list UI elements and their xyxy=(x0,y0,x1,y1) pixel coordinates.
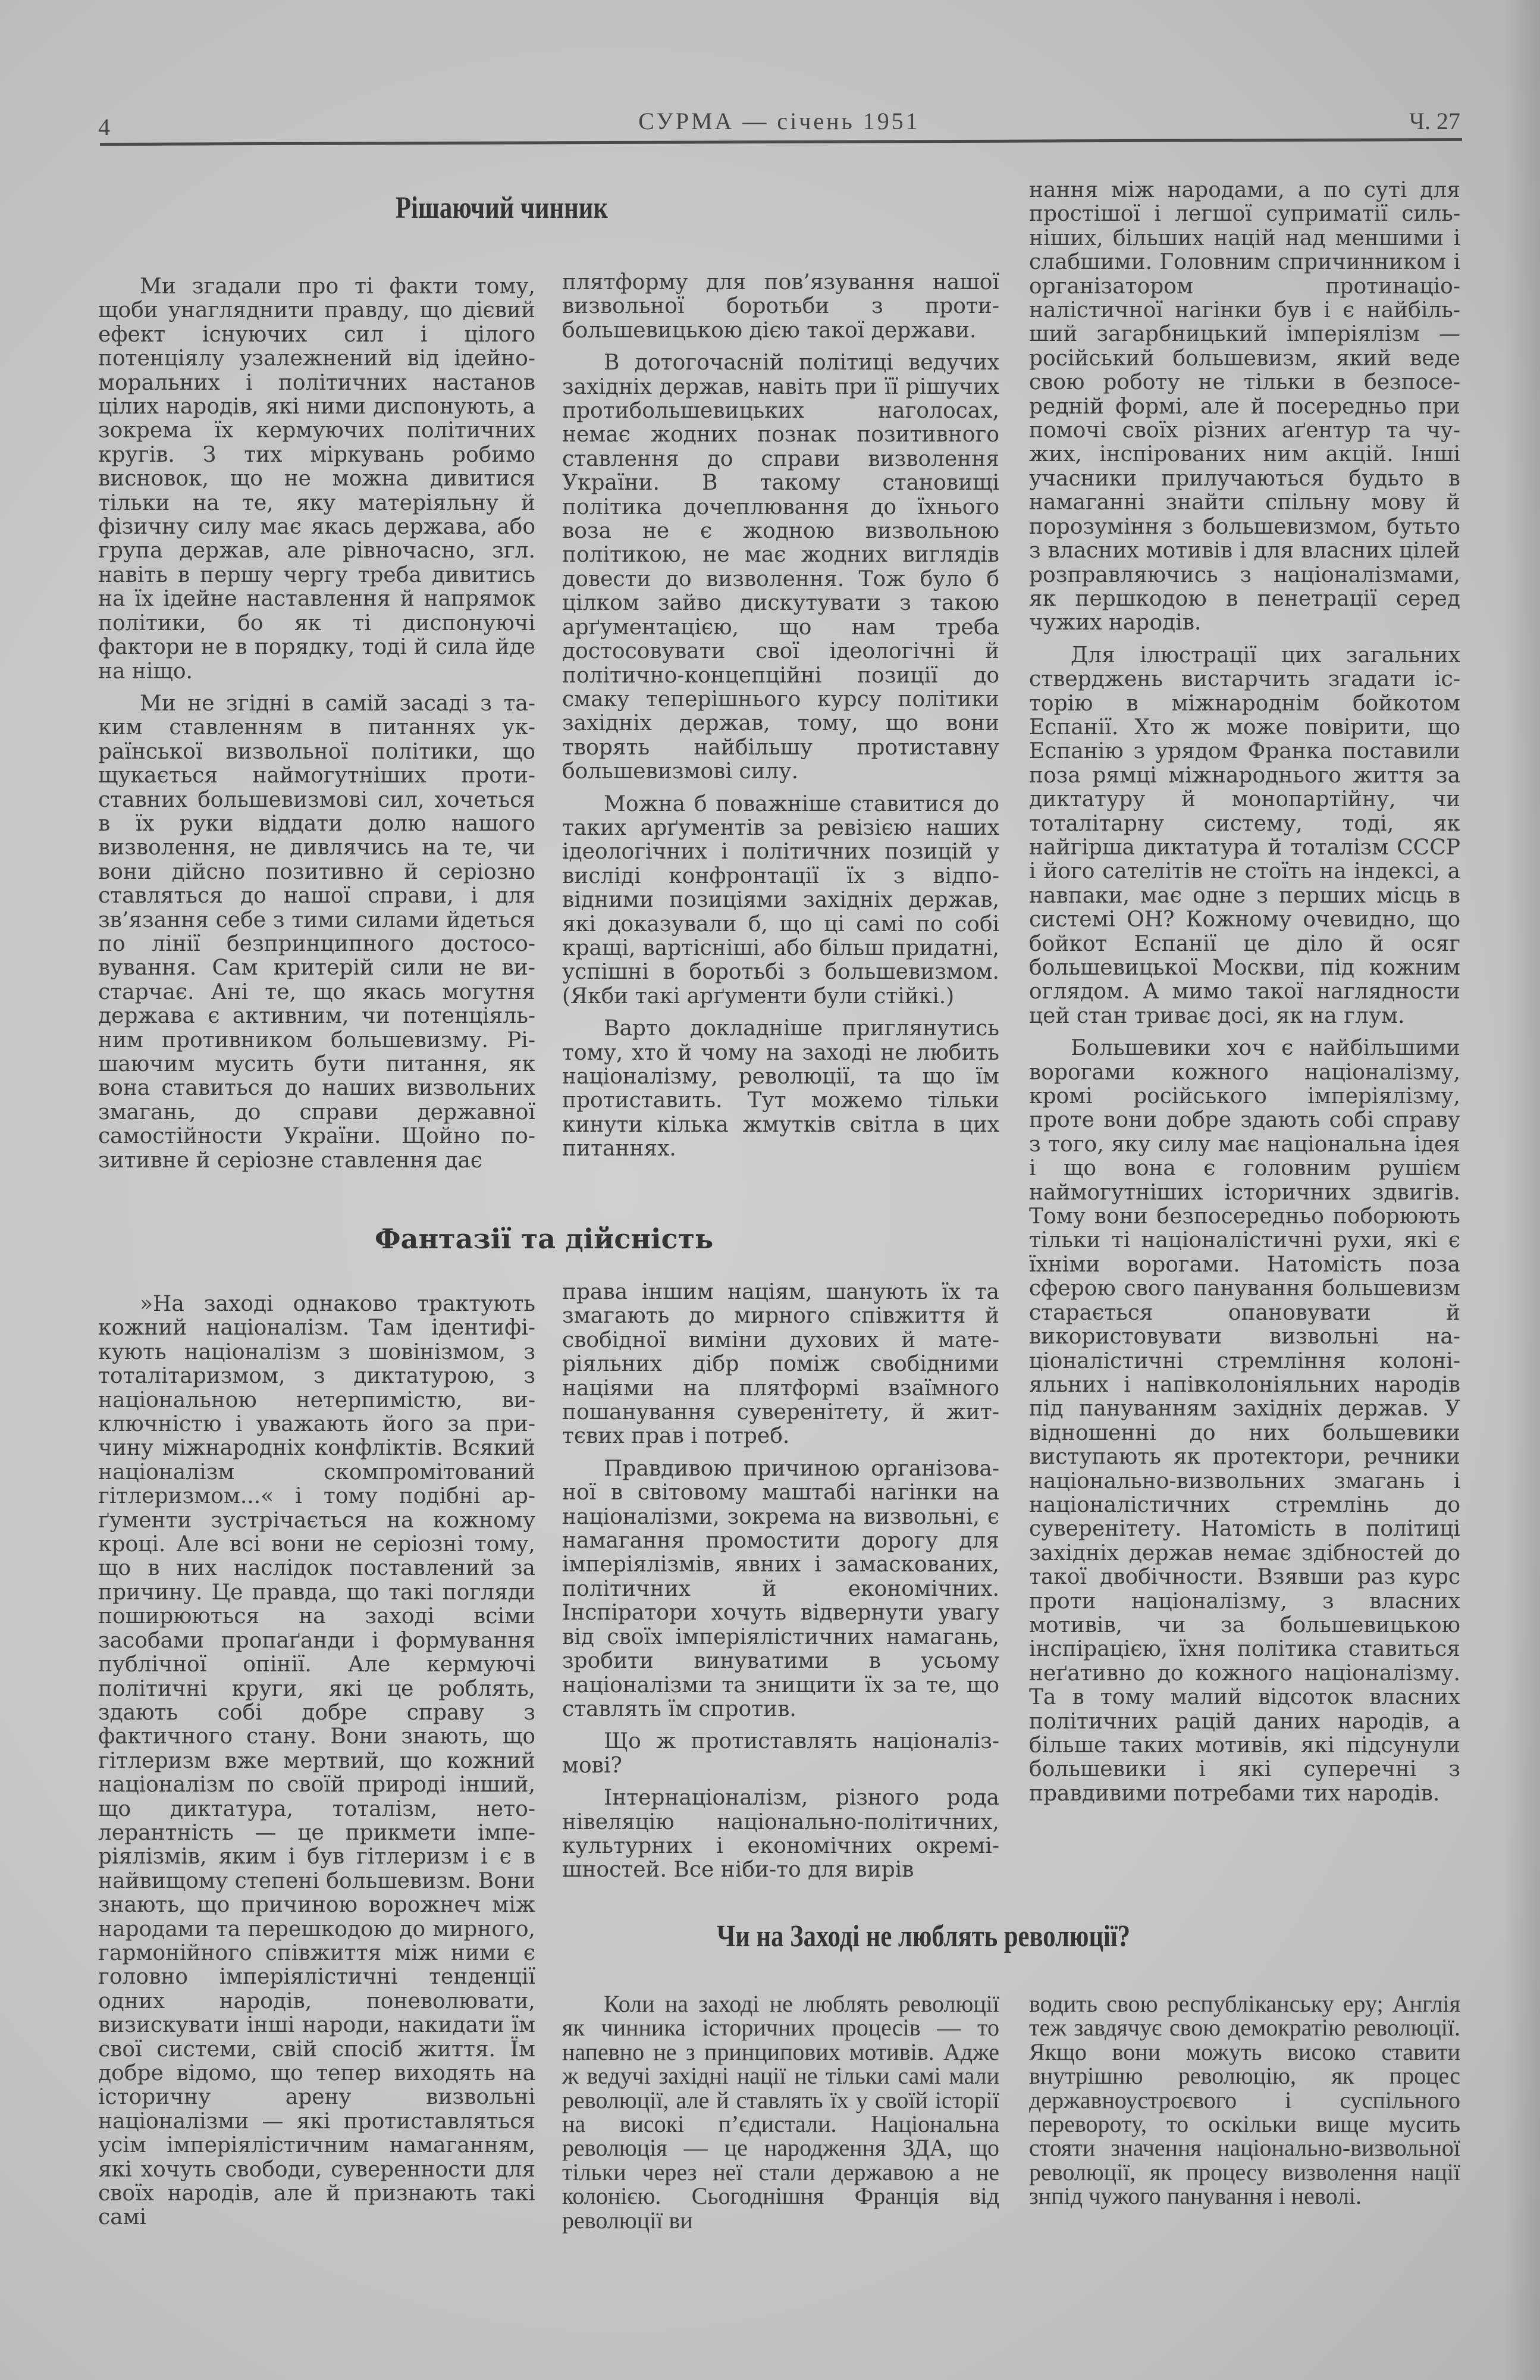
paragraph: Інтернаціоналізм, різного рода нівеляцію національно-політичних, культурних і економічних окремішностей. Все ніби-то для вирів xyxy=(562,1786,999,1883)
paragraph: Ми згадали про ті факти тому, щоби унагляднити правду, що дієвий ефект існуючих сил і цілого потенціялу узалежнений від ідейно-моральних і політичних настанов цілих народів, які ними диспонують, а зокрема їх кермуючих політичних кругів. З тих міркувань робимо висновок, що не можна дивитися тільки на те, яку матеріяльну й фізичну силу має якась держава, або група держав, але рівночасно, згл. навіть в першу чергу треба дивитись на їх ідейне наставлення й напрямок політики, бо як ті диспонуючі фактори не в порядку, тоді й сила йде на ніщо. xyxy=(98,274,535,684)
page-header xyxy=(98,107,1460,143)
page-number: 4 xyxy=(98,114,110,140)
article-2-column-2 xyxy=(562,1280,999,1891)
paragraph: »На заході однаково трактують кожний націоналізм. Там ідентифікують націоналізм з шовінізмом, з тоталітаризмом, з диктатурою, з національною нетерпимістю, виключністю і уважають його за причину міжнародніх конфліктів. Всякий націоналізм скомпромітований гітлеризмом...« і тому подібні арґументи зустрічається на кожному кроці. Але всі вони не серіозні тому, що в них наслідок поставлений за причину. Це правда, що такі погляди поширюються на заході всіми засобами пропаґанди і формування публічної опінії. Але кермуючі політичні круги, які це роблять, здають собі добре справу з фактичного стану. Вони знають, що гітлеризм вже мертвий, що кожний націоналізм по своїй природі інший, що диктатура, тоталізм, нетолерантність — це прикмети імперіялізмів, яким і був гітлеризм і є в найвищому степені большевизм. Вони знають, що причиною ворожнеч між народами та перешкодою до мирного, гармонійного співжиття між ними є головно імперіялістичні тенденції одних народів, поневолювати, визискувати інші народи, накидати їм свої системи, свій спосіб життя. Їм добре відомо, що тепер виходять на історичну арену визвольні націоналізми — які протиставляться усім імперіялістичним намаганням, які хочуть свободи, суверенности для своїх народів, але й признають такі самі xyxy=(98,1292,535,2230)
paragraph: Коли на заході не люблять революції як чинника історичних процесів — то напевно не з принципових мотивів. Адже ж ведучі західні нації не тільки самі мали революції, але й ставлять їх у своїй історії на високі п’єдистали. Національна революція — це народження ЗДА, що тільки через неї стали державою а не колонією. Сьогоднішня Франція від революції ви xyxy=(562,1990,999,2234)
paragraph: Правдивою причиною організованої в світовому маштабі нагінки на націоналізми, зокрема на визвольні, є намагання промостити дорогу для імперіялізмів, явних і замаскованих, політичних й економічних. Інспіратори хочуть відвернути увагу від своїх імперіялістичних намагань, зробити винуватими в усьому націоналізми та знищити їх за те, що ставлять їм спротив. xyxy=(562,1456,999,1721)
article-2-column-3 xyxy=(1029,178,1460,1814)
paragraph: Варто докладніше приглянутись тому, хто й чому на заході не любить націоналізму, революції, та що їм протиставить. Тут можемо тільки кинути кілька жмутків світла в цих питаннях. xyxy=(562,1016,999,1161)
paragraph: В дотогочасній політиці ведучих західніх держав, навіть при її рішучих протибольшевицьких наголосах, немає жодних познак позитивного ставлення до справи визволення України. В такому становищі політика дочеплювання до їхнього воза не є жодною визвольною політикою, не має жодних виглядів довести до визволення. Тож було б цілком зайво дискутувати з такою арґументацією, що нам треба достосовувати свої ідеологічні й політично-концепційні позиції до смаку теперішнього курсу політики західніх держав, тому, що вони творять найбільшу протиставну большевизмові силу. xyxy=(562,350,999,784)
paragraph: Большевики хоч є найбільшими ворогами кожного націоналізму, кромі російського імперіялізму, проте вони добре здають собі справу з того, яку силу має національна ідея і що вона є головним рушієм наймогутніших історичних здвигів. Тому вони безпосередньо поборюють тільки ті націоналістичні рухи, які є їхніми ворогами. Натомість поза сферою свого панування большевизм старається опановувати й використовувати визвольні націоналістичні стремління колоніяльних і напівколоніяльних народів під пануванням західніх держав. У відношенні до них большевики виступають як протектори, речники національно-визвольних змагань і націоналістичних стремлінь до суверенітету. Натомість в політиці західніх держав немає здібностей до такої двобічности. Взявши раз курс проти націоналізму, з власних мотивів, чи за большевицькою інспірацією, їхня політика ставиться неґативно до кожного націоналізму. Та в тому малий відсоток власних політичних рацій даних народів, а більше таких мотивів, які підсунули большевики і які суперечні з правдивими потребами тих народів. xyxy=(1029,1036,1460,1806)
paragraph: Що ж протиставлять націоналізмові? xyxy=(562,1729,999,1778)
paragraph: плятформу для пов’язування нашої визвольної боротьби з протибольшевицькою дією такої держави. xyxy=(562,270,999,343)
article-title-fantazii-ta-diisnist: Фантазії та дійсність xyxy=(375,1223,714,1255)
paragraph: Для ілюстрації цих загальних стверджень вистарчить згадати історію в міжнароднім бойкотом Еспанії. Хто ж може повірити, що Еспанію з урядом Франка поставили поза рямці міжнароднього життя за диктатуру й монопартійну, чи тоталітарну систему, тоді, як найгірша диктатура й тоталізм СССР і його сателітів не стоїть на індексі, а навпаки, має одне з перших місць в системі ОН? Кожному очевидно, що бойкот Еспанії це діло й осяг большевицької Москви, під кожним оглядом. А мимо такої наглядности цей стан триває досі, як на глум. xyxy=(1029,643,1460,1028)
article-title-rishayuchyi-chynnyk: Рішаючий чинник xyxy=(396,191,608,225)
article-3-column-2 xyxy=(1029,1992,1460,2217)
article-1-column-1 xyxy=(98,275,535,1181)
page-edge-shadow xyxy=(1504,0,1540,2380)
paragraph: Ми не згідні в самій засаді з таким ставленням в питаннях української визвольної політики, що щукається наймогутніших протиставних большевизмові сил, хочеться в їх руки віддати долю нашого визволення, не дивлячись на те, чи вони дійсно позитивно й серіозно ставляться до нашої справи, і для зв’язання себе з тими силами йдеться по лінії безпринципного достосовування. Сам критерій сили не вистарчає. Ані те, що якась могутня держава є активним, чи потенціяльним противником большевизму. Рішаючим мусить бути питання, як вона ставиться до наших визвольних змагань, до справи державної самостійности України. Щойно позитивне й серіозне ставлення дає xyxy=(98,691,535,1173)
article-2-column-1 xyxy=(98,1292,535,2238)
paragraph: Можна б поважніше ставитися до таких арґументів за ревізією наших ідеологічних і політичних позицій у висліді конфронтації їх з відповідними позиціями західніх держав, які доказували б, що ці самі по собі кращі, вартісніші, або більш придатні, успішні в боротьбі з большевизмом. (Якби такі арґументи були стійкі.) xyxy=(562,791,999,1009)
article-3-column-1 xyxy=(562,1992,999,2241)
article-1-column-2 xyxy=(562,271,999,1170)
paragraph: права іншим націям, шанують їх та змагають до мирного співжиття й свобідної виміни духових й матеріяльних дібр поміж свобідними націями на плятформі взаїмного пошанування суверенітету, й життєвих прав і потреб. xyxy=(562,1280,999,1449)
paragraph: водить свою республіканську еру; Англія теж завдячує свою демократію революції. Якщо вони можуть високо ставити внутрішню революцію, як процес державноустроєвого і суспільного перевороту, то оскільки вище мусить стояти значення національно-визвольної революції, як процесу визволення нації знпід чужого панування і неволі. xyxy=(1029,1990,1460,2210)
article-title-chy-na-zakhodi: Чи на Заході не люблять революції? xyxy=(717,1919,1131,1953)
issue-number: Ч. 27 xyxy=(1409,108,1460,134)
paragraph: нання між народами, а по суті для простішої і легшої суприматії сильніших, більших націй над меншими і слабшими. Головним спричинником і організатором протинаціоналістичної нагінки був і є найбільший загарбницький імперіялізм — російський большевизм, який веде свою роботу не тільки в безпосередній формі, але й посередньо при помочі своїх різних аґентур та чужих, інспірованих ним акцій. Інші учасники прилучаються будьто в намаганні знайти спільну мову й порозуміння з большевизмом, бутьто з власних мотивів і для власних цілей розправляючись з націоналізмами, як першкодою в пенетрації серед чужих народів. xyxy=(1029,178,1460,635)
publication-title: СУРМА — січень 1951 xyxy=(638,108,920,134)
